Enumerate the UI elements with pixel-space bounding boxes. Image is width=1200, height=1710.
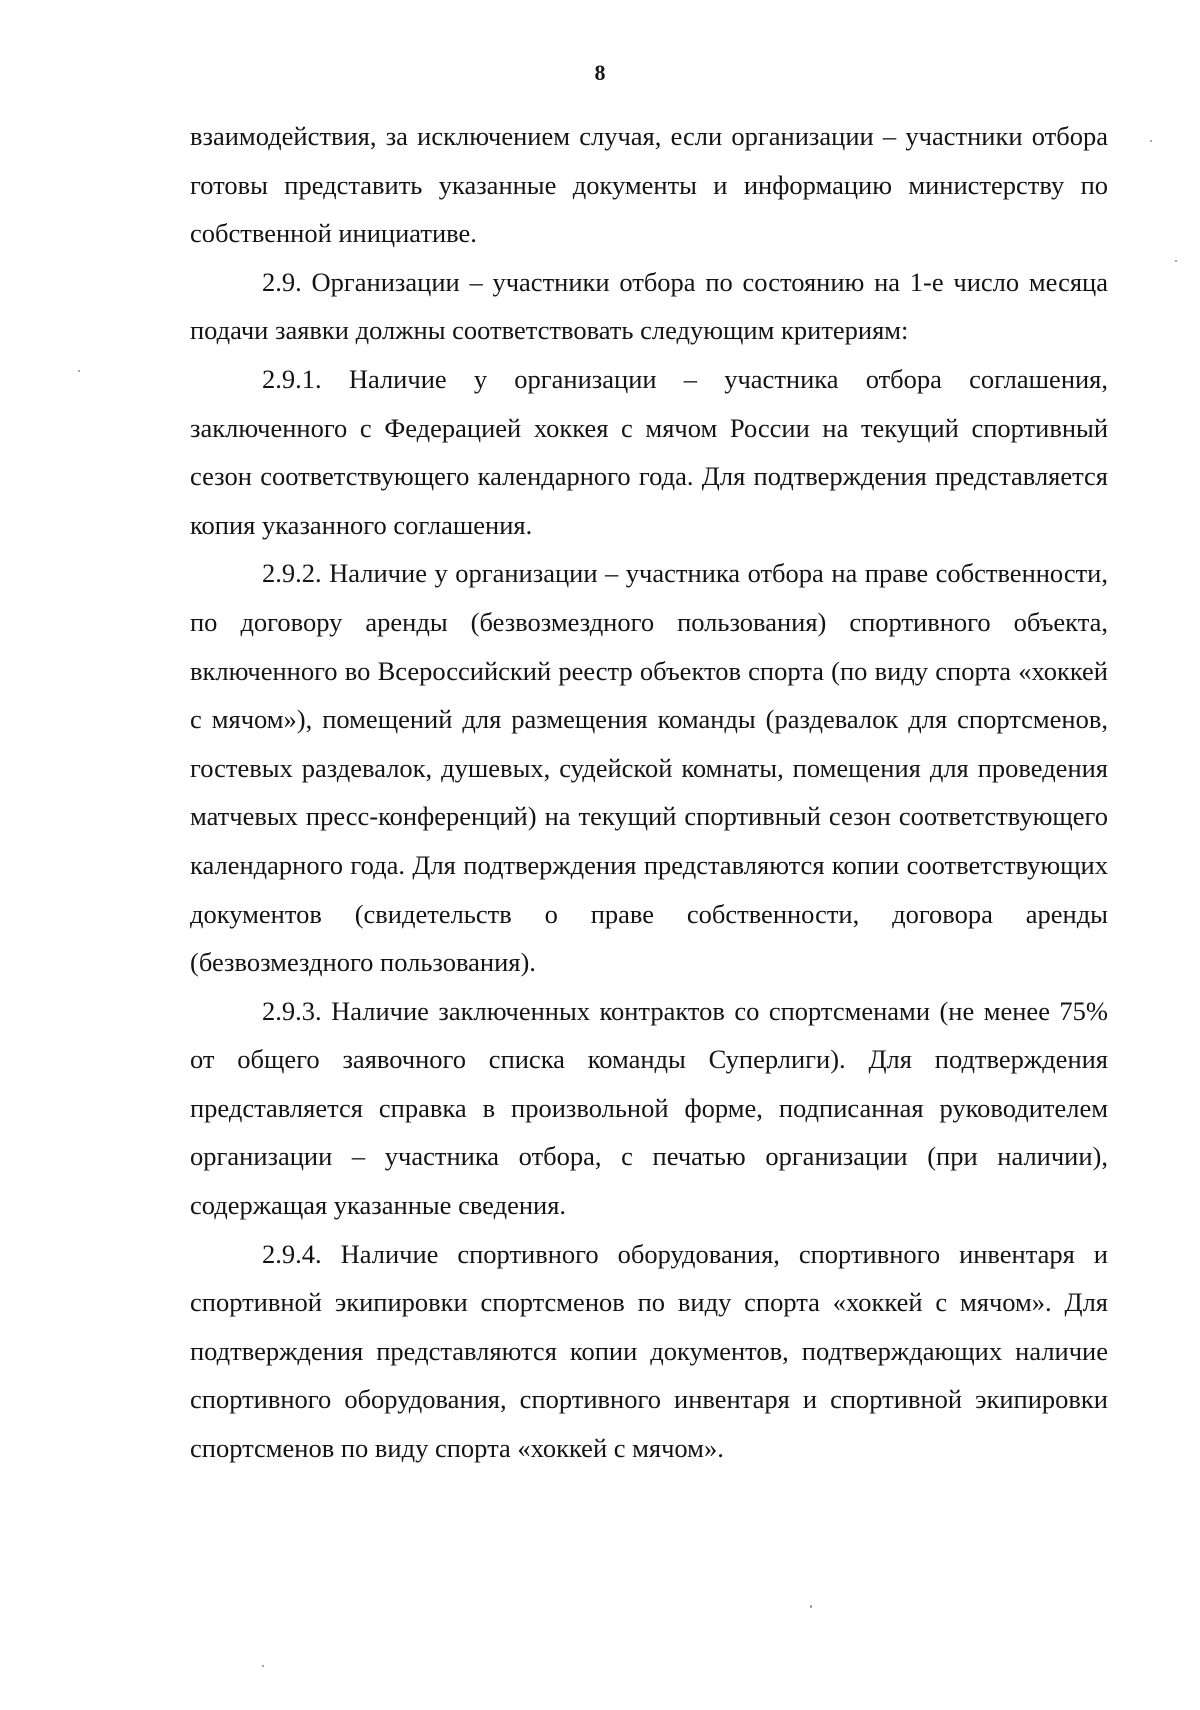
paragraph-2-9-4: 2.9.4. Наличие спортивного оборудования, спортивного инвентаря и спортивной экипировки спортсменов по виду спорта «хоккей с мячом». Для подтверждения представляются копии документов, подтверждающих наличие спортивного оборудования, спортивного инвентаря и спортивной экипировки спортсменов по виду спорта «хоккей с мячом».: [190, 1238, 1108, 1464]
scan-speck: [810, 1605, 812, 1608]
paragraph-2-9-1: 2.9.1. Наличие у организации – участника отбора соглашения, заключенного с Федерацией хоккея с мячом России на текущий спортивный сезон соответствующего календарного года. Для подтверждения представляется копия указанного соглашения.: [190, 363, 1108, 540]
page-number: 8: [594, 60, 606, 85]
paragraph-continuation: взаимодействия, за исключением случая, если организации – участники отбора готовы представить указанные документы и информацию министерству по собственной инициативе.: [190, 121, 1108, 249]
scan-speck: [1150, 140, 1152, 142]
paragraph-2-9-2: 2.9.2. Наличие у организации – участника отбора на праве собственности, по договору аренды (безвозмездного пользования) спортивного объекта, включенного во Всероссийский реестр объектов спорта (по виду спорта «хоккей с мячом»), помещений для размещения команды (раздевалок для спортсменов, гостевых раздевалок, душевых, судейской комнаты, помещения для проведения матчевых пресс-конференций) на текущий спортивный сезон соответствующего календарного года. Для подтверждения представляются копии соответствующих документов (свидетельств о праве собственности, договора аренды (безвозмездного пользования).: [190, 558, 1108, 978]
paragraph-2-9-3: 2.9.3. Наличие заключенных контрактов со спортсменами (не менее 75% от общего заявочного списка команды Суперлиги). Для подтверждения представляется справка в произвольной форме, подписанная руководителем организации – участника отбора, с печатью организации (при наличии), содержащая указанные сведения.: [190, 995, 1108, 1221]
paragraph-2-9: 2.9. Организации – участники отбора по состоянию на 1-е число месяца подачи заявки должны соответствовать следующим критериям:: [190, 266, 1108, 346]
document-body: [190, 112, 1108, 1473]
scan-speck: [1175, 260, 1177, 262]
scan-speck: [78, 370, 80, 372]
scan-speck: [262, 1665, 264, 1667]
